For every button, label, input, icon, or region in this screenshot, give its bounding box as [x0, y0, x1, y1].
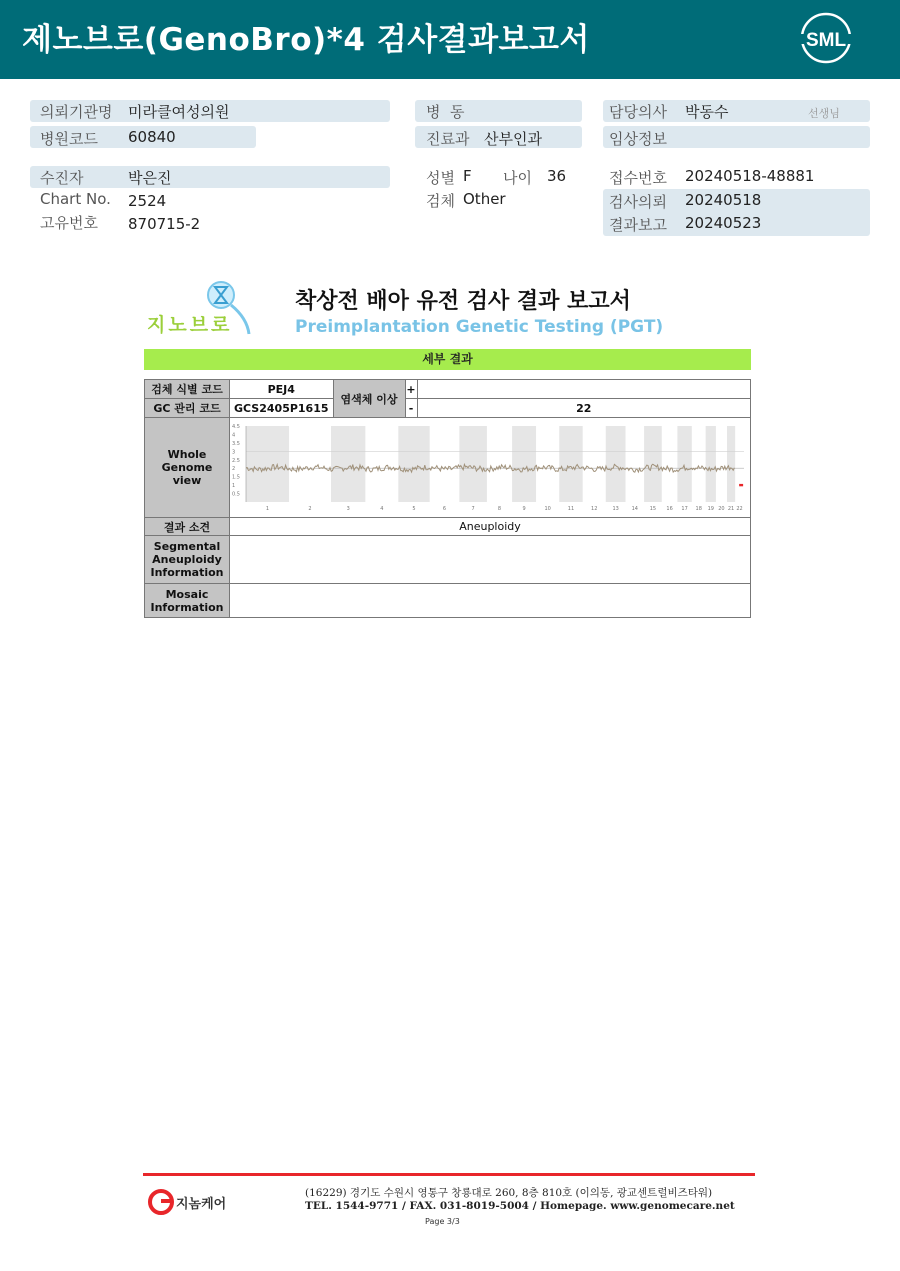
- chart-no-label: Chart No.: [40, 190, 111, 208]
- specimen-code-value: PEJ4: [230, 380, 334, 399]
- footer-address: [305, 1187, 735, 1213]
- report-title-ko: 착상전 배아 유전 검사 결과 보고서: [295, 289, 631, 314]
- genomecare-logo: [148, 1189, 238, 1221]
- report-title-en: Preimplantation Genetic Testing (PGT): [295, 317, 664, 337]
- report-title: 제노브로(GenoBro)*4 검사결과보고서: [22, 22, 590, 58]
- x-tick-label: 10: [544, 506, 551, 512]
- row-bg: [30, 166, 390, 188]
- department-value: 산부인과: [484, 130, 542, 148]
- specimen-label: 검체: [426, 192, 455, 210]
- x-tick-label: 1: [265, 506, 270, 512]
- x-tick-label: 16: [666, 506, 673, 512]
- genobro-logo-icon: [143, 278, 258, 340]
- sex-value: F: [463, 167, 472, 185]
- y-tick-label: 0.5: [232, 491, 240, 498]
- whole-genome-chart: [230, 418, 750, 514]
- segmental-value: [230, 536, 751, 584]
- chromosome-band: [512, 426, 536, 502]
- sml-logo-icon: [800, 12, 852, 64]
- loss-marker: [739, 484, 743, 486]
- whole-genome-label: Whole Genome view: [145, 418, 230, 518]
- footer-divider: [143, 1173, 755, 1176]
- age-label: 나이: [503, 169, 532, 187]
- chromosome-band: [246, 426, 289, 502]
- receipt-label: 접수번호: [609, 169, 667, 187]
- svg-text:지노브로: 지노브로: [147, 314, 233, 336]
- results-table: [144, 379, 751, 618]
- gc-code-label: GC 관리 코드: [145, 399, 230, 418]
- x-tick-label: 17: [681, 506, 688, 512]
- plus-value: [417, 380, 750, 399]
- patient-label: 수진자: [40, 169, 84, 187]
- doctor-suffix: 선생님: [808, 107, 840, 120]
- chromosome-band: [331, 426, 365, 502]
- report-date-label: 결과보고: [609, 216, 667, 234]
- x-tick-label: 5: [412, 506, 416, 512]
- genomecare-logo-icon: [148, 1189, 238, 1217]
- footer-address-line: (16229) 경기도 수원시 영통구 창룡대로 260, 8층 810호 (이의동, 광교센트럴비즈타워): [305, 1187, 713, 1199]
- id-label: 고유번호: [40, 214, 98, 232]
- x-tick-label: 11: [567, 506, 575, 512]
- minus-value: 22: [417, 399, 750, 418]
- chart-no-value: 2524: [128, 192, 167, 210]
- receipt-value: 20240518-48881: [685, 167, 815, 185]
- age-value: 36: [547, 167, 567, 185]
- x-tick-label: 8: [497, 506, 502, 512]
- x-tick-label: 22: [736, 506, 743, 512]
- x-tick-label: 6: [442, 506, 447, 512]
- request-value: 20240518: [685, 191, 762, 209]
- x-tick-label: 12: [591, 506, 598, 512]
- y-tick-label: 4.5: [232, 424, 240, 430]
- y-tick-label: 4: [232, 432, 236, 439]
- plus-sign: +: [405, 380, 417, 399]
- svg-text:SML: SML: [805, 30, 847, 51]
- y-tick-label: 2.5: [232, 457, 240, 464]
- sex-label: 성별: [426, 169, 455, 187]
- chromosome-band: [459, 426, 487, 502]
- chromosome-band: [606, 426, 626, 502]
- specimen-value: Other: [463, 190, 506, 208]
- y-tick-label: 3: [232, 449, 236, 456]
- ward-label: 병 동: [426, 103, 465, 121]
- y-tick-label: 1.5: [232, 474, 240, 481]
- x-tick-label: 21: [727, 506, 735, 512]
- chromosome-band: [559, 426, 582, 502]
- page-number: Page 3/3: [425, 1217, 460, 1226]
- patient-name: 박은진: [128, 169, 172, 187]
- hospital-code-value: 60840: [128, 128, 176, 146]
- segmental-label: Segmental Aneuploidy Information: [145, 536, 230, 584]
- x-tick-label: 13: [612, 506, 619, 512]
- report-date-value: 20240523: [685, 214, 762, 232]
- minus-sign: -: [405, 399, 417, 418]
- y-tick-label: 2: [232, 466, 236, 473]
- y-tick-label: 1: [232, 483, 236, 490]
- section-header: 세부 결과: [144, 349, 751, 370]
- x-tick-label: 20: [718, 506, 725, 512]
- chrom-abn-label: 염색체 이상: [333, 380, 405, 418]
- gc-code-value: GCS2405P1615: [230, 399, 334, 418]
- id-value: 870715-2: [128, 215, 201, 233]
- doctor-label: 담당의사: [609, 103, 667, 121]
- doctor-value: 박동수: [685, 103, 729, 121]
- x-tick-label: 2: [308, 506, 312, 512]
- mosaic-value: [230, 584, 751, 618]
- chromosome-band: [727, 426, 735, 502]
- x-tick-label: 4: [380, 506, 384, 512]
- x-tick-label: 19: [707, 506, 714, 512]
- specimen-code-label: 검체 식별 코드: [145, 380, 230, 399]
- footer-contact-line: TEL. 1544-9771 / FAX. 031-8019-5004 / Homepage. www.genomecare.net: [305, 1200, 735, 1212]
- department-label: 진료과: [426, 130, 470, 148]
- hospital-code-label: 병원코드: [40, 130, 98, 148]
- chromosome-band: [398, 426, 429, 502]
- x-tick-label: 3: [346, 506, 350, 512]
- x-tick-label: 14: [631, 506, 638, 512]
- chromosome-band: [706, 426, 716, 502]
- x-tick-label: 9: [522, 506, 526, 512]
- y-tick-label: 3.5: [232, 440, 240, 447]
- institution-value: 미라클여성의원: [128, 103, 230, 121]
- institution-label: 의뢰기관명: [40, 103, 113, 121]
- x-tick-label: 15: [649, 506, 657, 512]
- clinical-label: 임상정보: [609, 130, 667, 148]
- x-tick-label: 18: [695, 506, 702, 512]
- mosaic-label: Mosaic Information: [145, 584, 230, 618]
- genome-chart-cell: [230, 418, 751, 518]
- svg-text:지놈케어: 지놈케어: [176, 1197, 227, 1212]
- request-label: 검사의뢰: [609, 193, 667, 211]
- x-tick-label: 7: [471, 506, 475, 512]
- header-bar: [0, 0, 900, 79]
- result-label: 결과 소견: [145, 518, 230, 536]
- chromosome-band: [677, 426, 691, 502]
- result-value: Aneuploidy: [230, 518, 751, 536]
